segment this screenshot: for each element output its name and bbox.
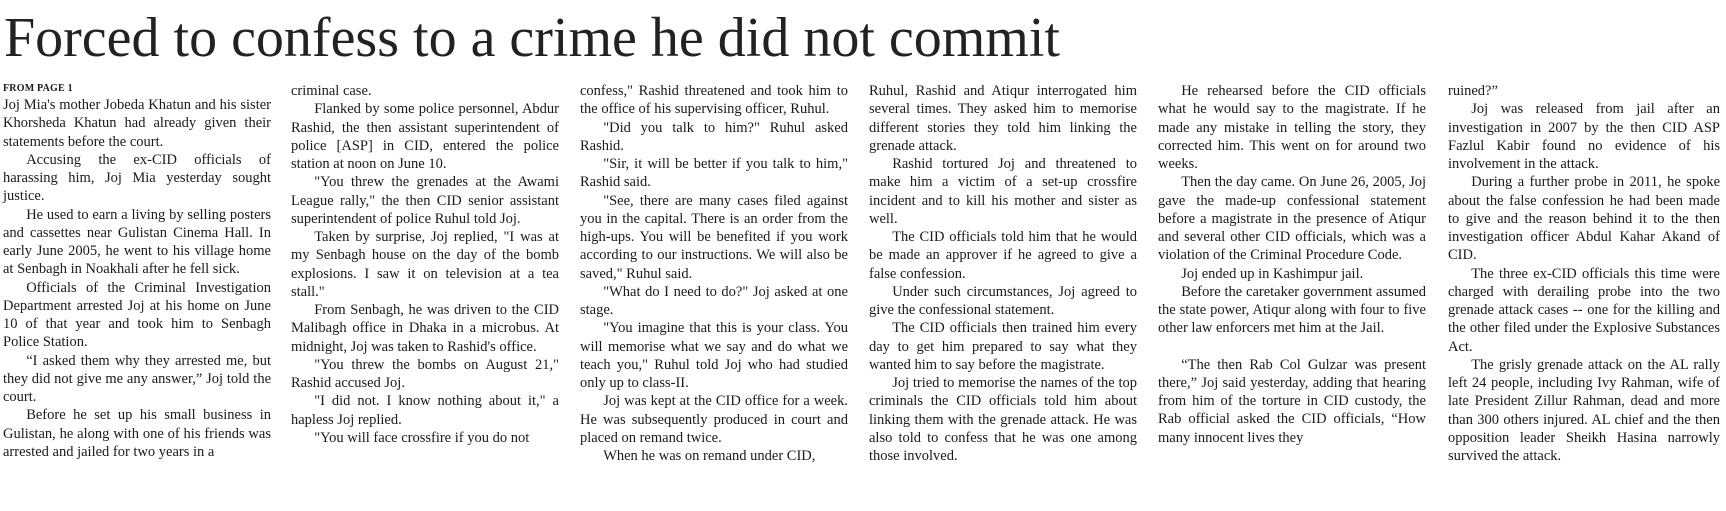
- paragraph: "You threw the grenades at the Awami League rally," the then CID senior assistant superintendent of police Ruhul told Joj.: [291, 174, 559, 227]
- paragraph: The CID officials told him that he would be made an approver if he agreed to give a false confession.: [869, 229, 1137, 282]
- paragraph: Taken by surprise, Joj replied, "I was at my Senbagh house on the day of the bomb explosions. I saw it on television at a tea stall.": [291, 229, 559, 300]
- paragraph: "You will face crossfire if you do not: [314, 429, 530, 446]
- article-column-3: [580, 82, 848, 465]
- paragraph: "Sir, it will be better if you talk to him," Rashid said.: [580, 156, 848, 191]
- article-column-1: [3, 82, 271, 461]
- paragraph: "What do I need to do?" Joj asked at one stage.: [580, 283, 848, 318]
- paragraph: Before the caretaker government assumed the state power, Atiqur along with four to five other law enforcers met him at the Jail.: [1158, 283, 1426, 337]
- paragraph: Joj tried to memorise the names of the top criminals the CID officials told him about linking them with the grenade attack. He was also told to confess that he was one among those involved.: [869, 375, 1137, 464]
- paragraph: Then the day came. On June 26, 2005, Joj gave the made-up confessional statement before a magistrate in the presence of Atiqur and several other CID officials, which was a violation of the Criminal Procedure Code.: [1158, 174, 1426, 264]
- paragraph: “I asked them why they arrested me, but they did not give me any answer,” Joj told the court.: [3, 352, 271, 405]
- article-column-5: [1158, 82, 1426, 447]
- article-column-4: [869, 82, 1137, 465]
- continued-from-label: FROM PAGE 1: [3, 83, 73, 94]
- paragraph: Joj ended up in Kashimpur jail.: [1181, 265, 1364, 282]
- article-column-6: [1448, 82, 1720, 465]
- paragraph: Flanked by some police personnel, Abdur Rashid, the then assistant superintendent of police [ASP] in CID, entered the police station at noon on June 10.: [291, 101, 559, 172]
- paragraph: confess," Rashid threatened and took him to the office of his supervising officer, Ruhul.: [580, 83, 848, 118]
- paragraph: Officials of the Criminal Investigation Department arrested Joj at his home on June 10 of that year and took him to Senbagh Police Station.: [3, 279, 271, 351]
- paragraph: Joj was released from jail after an investigation in 2007 by the then CID ASP Fazlul Kabir found no evidence of his involvement in the attack.: [1448, 101, 1720, 172]
- paragraph: During a further probe in 2011, he spoke about the false confession he had been made to give and the reason behind it to the then investigation officer Abdul Kahar Akand of CID.: [1448, 174, 1720, 264]
- paragraph: criminal case.: [291, 83, 372, 99]
- paragraph: "I did not. I know nothing about it," a hapless Joj replied.: [291, 393, 559, 428]
- paragraph: “The then Rab Col Gulzar was present there,” Joj said yesterday, adding that hearing from him of the torture in CID custody, the Rab official asked the CID officials, “How many innocent lives they: [1158, 356, 1426, 446]
- paragraph: ruined?”: [1448, 83, 1498, 99]
- paragraph: Joj Mia's mother Jobeda Khatun and his sister Khorsheda Khatun had already given their statements before the court.: [3, 97, 271, 150]
- paragraph: He rehearsed before the CID officials what he would say to the magistrate. If he made any mistake in telling the story, they corrected him. This went on for around two weeks.: [1158, 83, 1426, 172]
- paragraph: He used to earn a living by selling posters and cassettes near Gulistan Cinema Hall. In early June 2005, he went to his village home at Senbagh in Noakhali after he fell sick.: [3, 206, 271, 278]
- paragraph: Accusing the ex-CID officials of harassing him, Joj Mia yesterday sought justice.: [3, 151, 271, 205]
- paragraph: Ruhul, Rashid and Atiqur interrogated him several times. They asked him to memorise different stories they told him linking the grenade attack.: [869, 83, 1137, 154]
- paragraph: "You threw the bombs on August 21," Rashid accused Joj.: [291, 356, 559, 391]
- paragraph: The three ex-CID officials this time were charged with derailing probe into the two grenade attack cases -- one for the killing and the other filed under the Explosive Substances Act.: [1448, 265, 1720, 355]
- paragraph: When he was on remand under CID,: [603, 448, 816, 464]
- article-column-2: [291, 82, 559, 447]
- paragraph: Joj was kept at the CID office for a week. He was subsequently produced in court and placed on remand twice.: [580, 393, 848, 446]
- paragraph: The CID officials then trained him every day to get him prepared to say what they wanted him to say before the magistrate.: [869, 320, 1137, 373]
- paragraph: "Did you talk to him?" Ruhul asked Rashid.: [580, 119, 848, 154]
- headline: Forced to confess to a crime he did not commit: [4, 7, 1060, 69]
- paragraph: From Senbagh, he was driven to the CID Malibagh office in Dhaka in a microbus. At midnight, Joj was taken to Rashid's office.: [291, 302, 559, 355]
- paragraph: Rashid tortured Joj and threatened to make him a victim of a set-up crossfire incident and to kill his mother and sister as well.: [869, 156, 1137, 227]
- paragraph: The grisly grenade attack on the AL rally left 24 people, including Ivy Rahman, wife of late President Zillur Rahman, dead and more than 300 others injured. AL chief and the then opposition leader Sheikh Hasina narrowly survived the attack.: [1448, 356, 1720, 464]
- paragraph: Under such circumstances, Joj agreed to give the confessional statement.: [869, 283, 1137, 318]
- paragraph: "You imagine that this is your class. You will memorise what we say and do what we teach you," Ruhul told Joj who had studied only up to class-II.: [580, 320, 848, 391]
- paragraph: "See, there are many cases filed against you in the capital. There is an order from the high-ups. You will be benefited if you work according to our instructions. We will also be saved," Ruhul said.: [580, 192, 848, 282]
- paragraph: Before he set up his small business in Gulistan, he along with one of his friends was arrested and jailed for two years in a: [3, 407, 271, 460]
- paragraph-spacer: [1158, 338, 1426, 356]
